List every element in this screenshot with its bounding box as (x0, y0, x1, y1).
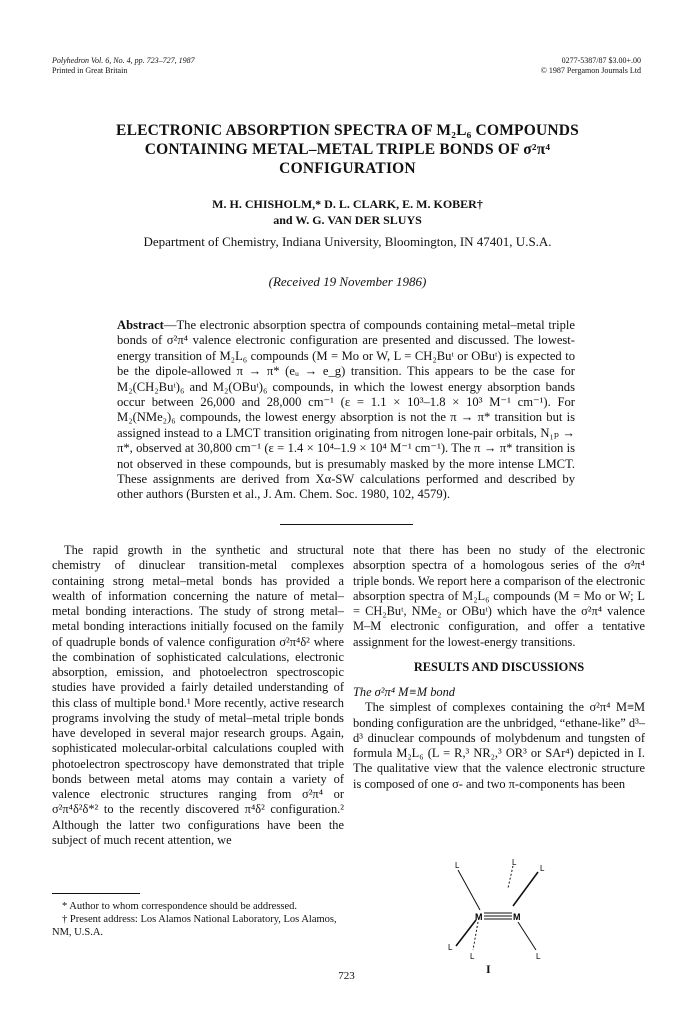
title-line-3: CONFIGURATION (279, 160, 416, 177)
left-column (52, 543, 344, 848)
journal-citation (52, 56, 195, 76)
results-paragraph: The simplest of complexes containing the σ²π⁴ M≡M bonding configuration are the unbridged, “ethane-like” d³–d³ dinuclear compounds of molybdenum and tungsten of formula M₂L₆ (L = R,³ NR₂,³ OR³ or SAr⁴) depicted in I. The qualitative view that the valence electronic structure is composed of one σ- and two π-components has been (353, 700, 645, 791)
paper-title (60, 121, 635, 178)
section-divider (280, 524, 413, 525)
footnote-divider (52, 893, 140, 894)
authors-line-1: M. H. CHISHOLM,* D. L. CLARK, E. M. KOBER† (212, 197, 483, 211)
metal-atom-label: M (475, 912, 483, 922)
authors-line-2: and W. G. VAN DER SLUYS (273, 213, 422, 227)
title-line-2: CONTAINING METAL–METAL TRIPLE BONDS OF σ²π⁴ (144, 141, 551, 158)
received-date: (Received 19 November 1986) (268, 274, 427, 289)
price-code: 0277-5387/87 $3.00+.00 (561, 56, 641, 65)
bond-line (456, 920, 476, 946)
ligand-label: L (536, 952, 541, 961)
bond-line (508, 866, 513, 888)
metal-atom-label: M (513, 912, 521, 922)
journal-line: Polyhedron Vol. 6, No. 4, pp. 723–727, 1987 (52, 56, 195, 65)
bond-line (513, 872, 538, 906)
abstract-heading: Abstract (117, 318, 164, 332)
bond-line (458, 870, 480, 910)
footnotes (52, 900, 344, 939)
abstract (117, 318, 575, 503)
journal-code (541, 56, 641, 76)
ligand-label: L (455, 861, 460, 870)
right-column (353, 543, 645, 792)
ligand-label: L (540, 864, 545, 873)
structure-diagram (428, 858, 558, 963)
figure-label: I (486, 962, 491, 976)
intro-paragraph-continued: note that there has been no study of the electronic absorption spectra of a homologous series of the σ²π⁴ triple bonds. We report here a comparison of the electronic absorption spectra of M₂L₆ compounds (M = Mo or W; L = CH₂Buᵗ, NMe₂ or OBuᵗ) which have the σ²π⁴ valence M–M electronic configuration, and offer a tentative assignment for the lowest-energy transitions. (353, 543, 645, 649)
intro-paragraph: The rapid growth in the synthetic and structural chemistry of dinuclear transition-metal complexes containing strong metal–metal bonds has provided a wealth of information concerning the nature of metal–metal bonding interactions. The study of strong metal–metal bonding interactions initially focused on the family of quadruple bonds of valence configuration σ²π⁴δ² where the combination of sophisticated calculations, electronic absorption, emission, and photoelectron spectroscopic studies have provided a fairly detailed understanding of this class of multiple bond.¹ More recently, active research programs involving the study of metal–metal triple bonds have developed in several major research groups. Again, sophisticated molecular-orbital calculations coupled with photoelectron spectroscopy have demonstrated that triple bonds between metal atoms may contain a variety of valence electronic structures ranging from σ²π⁴ or σ²π⁴δ²δ*² to the recently discovered π⁴δ² configuration.² Although the latter two configurations have been the subject of much recent attention, we (52, 543, 344, 847)
footnote-corresponding: * Author to whom correspondence should be addressed. (62, 901, 298, 912)
abstract-text: —The electronic absorption spectra of compounds containing metal–metal triple bonds of σ²π⁴ valence electronic configuration are presented and discussed. The lowest-energy transition of M₂L₆ compounds (M = Mo or W, L = CH₂Buᵗ or OBuᵗ) is expected to be the dipole-allowed π → π* (eᵤ → e_g) transition. This appears to be the case for M₂(CH₂Buᵗ)₆ and M₂(OBuᵗ)₆ compounds, in which the lowest energy absorption bands occur between 26,000 and 28,000 cm⁻¹ (ε = 1.1 × 10³–1.8 × 10³ M⁻¹ cm⁻¹). For M₂(NMe₂)₆ compounds, the lowest energy absorption is not the π → π* transition but is assigned instead to a LMCT transition originating from nitrogen lone-pair orbitals, N₁ₚ → π*, observed at 30,800 cm⁻¹ (ε = 1.4 × 10⁴–1.9 × 10⁴ M⁻¹ cm⁻¹). The π → π* transition is not observed in these compounds, but is presumably masked by the more intense LMCT. These assignments are derived from Xα-SW calculations performed and described by other authors (Bursten et al., J. Am. Chem. Soc. 1980, 102, 4579). (117, 318, 575, 502)
copyright: © 1987 Pergamon Journals Ltd (540, 66, 641, 75)
printed-line: Printed in Great Britain (52, 66, 128, 75)
title-line-1: ELECTRONIC ABSORPTION SPECTRA OF M₂L₆ COMPOUNDS (116, 122, 579, 139)
ligand-label: L (470, 952, 475, 961)
section-heading: RESULTS AND DISCUSSIONS (413, 659, 585, 674)
subsection-heading: The σ²π⁴ M≡M bond (353, 685, 456, 699)
page-number: 723 (338, 970, 355, 982)
authors (60, 196, 635, 228)
bond-line (518, 922, 536, 950)
bond-line (473, 922, 478, 950)
ligand-label: L (448, 943, 453, 952)
affiliation: Department of Chemistry, Indiana University, Bloomington, IN 47401, U.S.A. (143, 234, 552, 249)
footnote-address: † Present address: Los Alamos National Laboratory, Los Alamos, NM, U.S.A. (52, 914, 337, 938)
ligand-label: L (512, 858, 517, 867)
